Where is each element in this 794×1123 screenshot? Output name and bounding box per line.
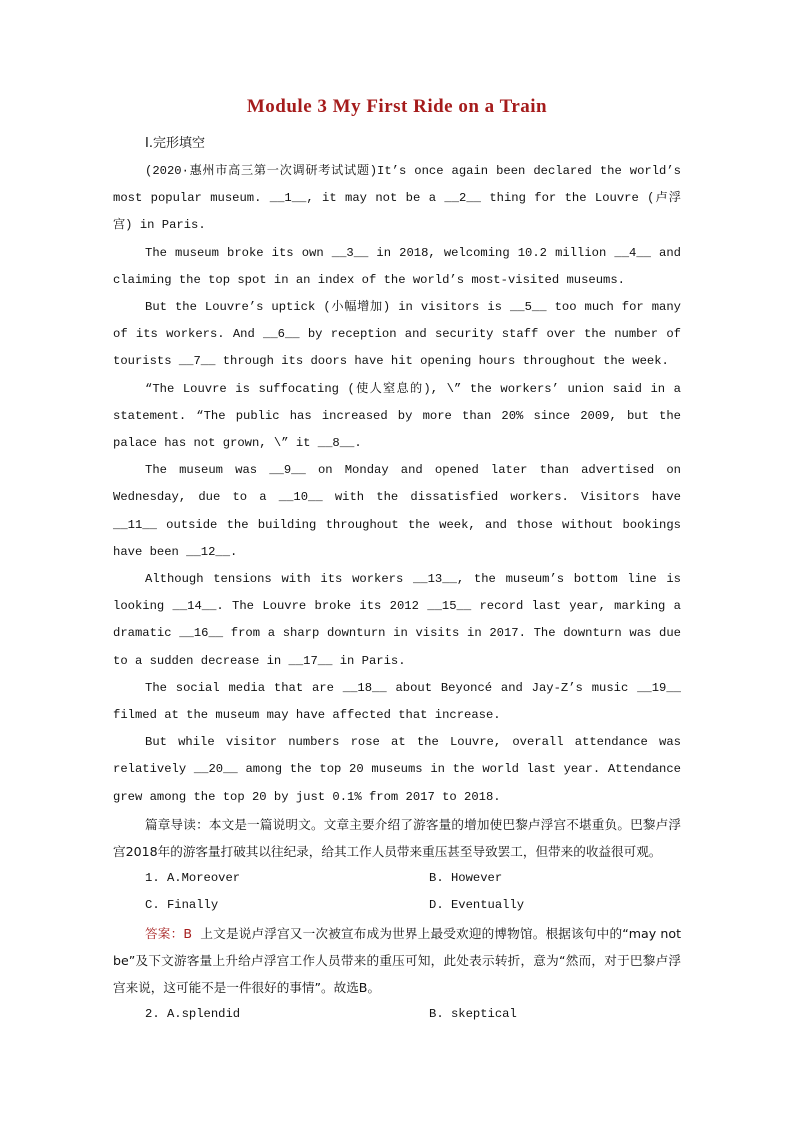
- passage-body: [113, 158, 681, 1029]
- question-2-options-row-1: [113, 1001, 681, 1028]
- module-title: Module 3 My First Ride on a Train: [246, 96, 548, 117]
- passage-paragraph-4: “The Louvre is suffocating (使人窒息的), \” the workers’ union said in a statement. “The public has increased by more than 20% since 2009, but the palace has not grown, \” it __8__.: [113, 381, 681, 451]
- passage-paragraph-7: The social media that are __18__ about Beyoncé and Jay-Z’s music __19__ filmed at the museum may have affected that increase.: [113, 680, 681, 723]
- passage-paragraph-2: The museum broke its own __3__ in 2018, welcoming 10.2 million __4__ and claiming the top spot in an index of the world’s most-visited museums.: [113, 245, 681, 287]
- q2-option-b: B. skeptical: [429, 1007, 517, 1022]
- passage-paragraph-6: Although tensions with its workers __13__, the museum’s bottom line is looking __14__. The Louvre broke its 2012 __15__ record last year, marking a dramatic __16__ from a sharp downturn in visits in 2017. The downturn was due to a sudden decrease in __17__ in Paris.: [113, 572, 681, 668]
- q1-option-a: 1. A.Moreover: [145, 871, 241, 886]
- passage-paragraph-8: But while visitor numbers rose at the Louvre, overall attendance was relatively __20__ among the top 20 museums in the world last year. Attendance grew among the top 20 by just 0.1% from 2017 to 2018.: [113, 735, 681, 804]
- passage-paragraph-1: (2020·惠州市高三第一次调研考试试题)It’s once again been declared the world’s most popular museum. __1__, it may not be a __2__ thing for the Louvre (卢浮宫) in Paris.: [113, 164, 681, 233]
- passage-guide: 篇章导读：本文是一篇说明文。文章主要介绍了游客量的增加使巴黎卢浮宫不堪重负。巴黎卢浮宫2018年的游客量打破其以往纪录，给其工作人员带来重压甚至导致罢工，但带来的收益很可观。: [113, 816, 681, 860]
- answer-1-label: 答案：B: [145, 925, 192, 941]
- q2-option-a: 2. A.splendid: [145, 1007, 241, 1022]
- section-heading: Ⅰ.完形填空: [145, 136, 205, 151]
- question-1-options-row-2: [113, 892, 681, 919]
- answer-1-text: 上文是说卢浮宫又一次被宣布成为世界上最受欢迎的博物馆。根据该句中的“may not be”及下文游客量上升给卢浮宫工作人员带来的重压可知，此处表示转折，意为“然而，对于巴黎卢浮宫来说，这可能不是一件很好的事情”。故选B。: [113, 925, 682, 996]
- passage-paragraph-3: But the Louvre’s uptick (小幅增加) in visitors is __5__ too much for many of its workers. And __6__ by reception and security staff over the number of tourists __7__ through its doors have hit opening hours throughout the week.: [113, 300, 681, 369]
- q1-option-c: C. Finally: [145, 898, 219, 913]
- q1-option-d: D. Eventually: [429, 898, 525, 913]
- answer-1: [113, 920, 681, 1002]
- passage-paragraph-5: The museum was __9__ on Monday and opened later than advertised on Wednesday, due to a __10__ with the dissatisfied workers. Visitors have __11__ outside the building throughout the week, and those without bookings have been __12__.: [113, 463, 681, 559]
- q1-option-b: B. However: [429, 871, 503, 886]
- question-1-options-row-1: [113, 865, 681, 892]
